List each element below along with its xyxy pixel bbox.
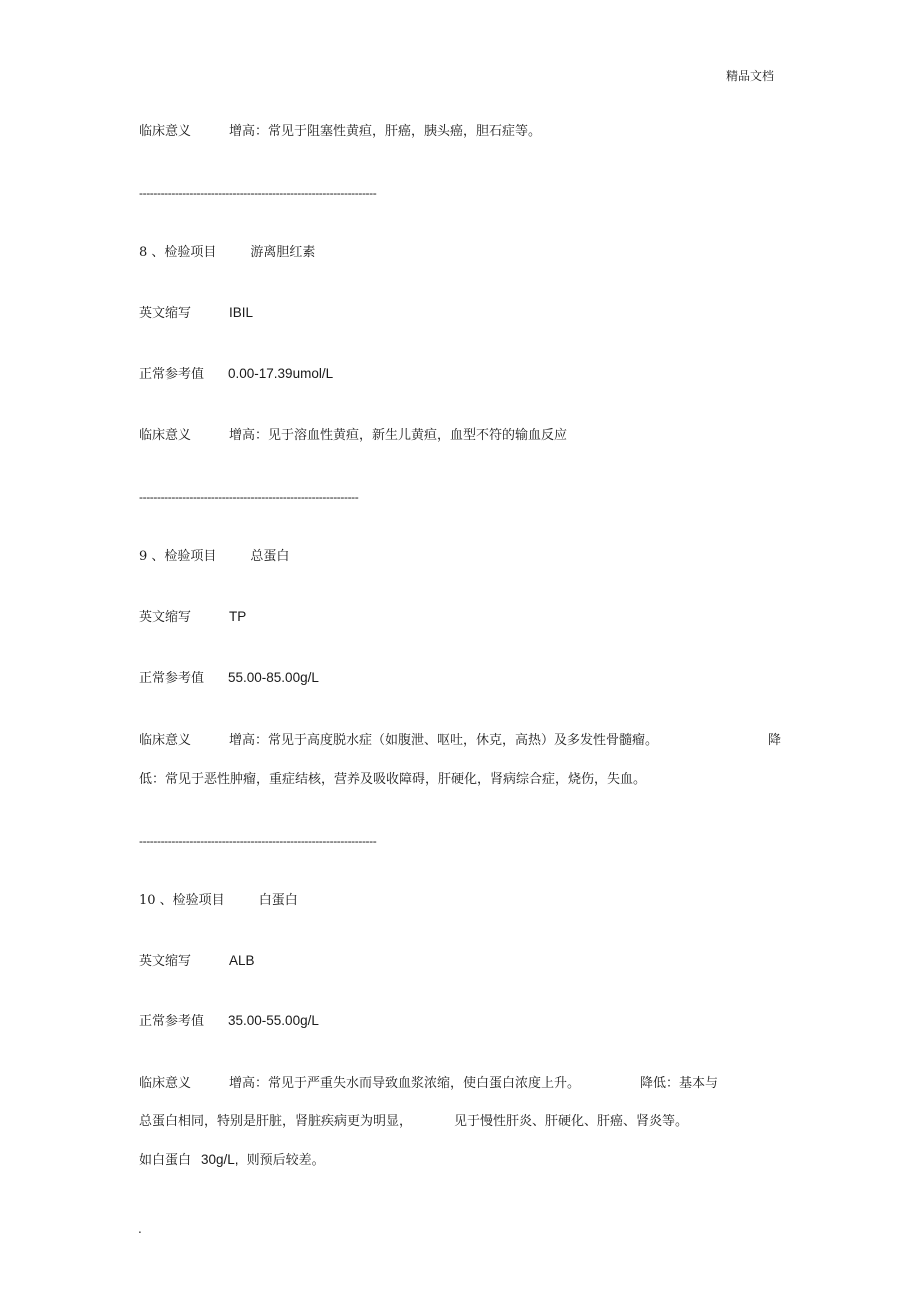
reference-range-row <box>139 1012 319 1031</box>
item-number: 8 、检验项目 <box>139 245 217 260</box>
clinical-significance-row <box>139 123 541 141</box>
reference-range-row <box>139 669 319 688</box>
clinical-significance-row <box>139 1075 718 1093</box>
divider: ------------------------------------------------------------- <box>139 490 359 504</box>
field-value: 如白蛋白 <box>139 1153 192 1168</box>
field-label: 正常参考值 <box>139 671 205 686</box>
abbreviation-row <box>139 952 255 971</box>
field-label: 英文缩写 <box>139 306 192 321</box>
field-label: 正常参考值 <box>139 367 205 382</box>
item-number: 9 、检验项目 <box>139 549 217 564</box>
field-value-number: 30g/L, <box>201 1152 239 1167</box>
field-label: 临床意义 <box>139 124 192 139</box>
field-value: 增高：常见于严重失水而导致血浆浓缩，使白蛋白浓度上升。 <box>229 1076 581 1091</box>
field-value: 则预后较差。 <box>246 1153 325 1168</box>
field-label: 英文缩写 <box>139 610 192 625</box>
item-name: 白蛋白 <box>258 893 298 908</box>
field-value: IBIL <box>229 305 254 320</box>
field-label: 临床意义 <box>139 1076 192 1091</box>
clinical-significance-row <box>139 732 781 750</box>
page-header-label: 精品文档 <box>726 69 775 83</box>
field-value-continued: 降 <box>767 733 781 748</box>
item-heading-10 <box>139 892 298 910</box>
field-value: 55.00-85.00g/L <box>228 670 319 685</box>
clinical-significance-continuation: 低：常见于恶性肿瘤，重症结核，营养及吸收障碍，肝硬化，肾病综合症，烧伤，失血。 <box>139 772 647 787</box>
item-heading-8 <box>139 244 315 262</box>
item-number: 10 、检验项目 <box>139 893 225 908</box>
clinical-significance-continuation <box>139 1113 688 1131</box>
field-value: 0.00-17.39umol/L <box>228 366 334 381</box>
item-name: 游离胆红素 <box>250 245 316 260</box>
field-label: 临床意义 <box>139 428 192 443</box>
field-value: 35.00-55.00g/L <box>228 1013 319 1028</box>
item-heading-9 <box>139 548 289 566</box>
field-value: 增高：常见于高度脱水症（如腹泄、呕吐，休克，高热）及多发性骨髓瘤。 <box>229 733 659 748</box>
footer-mark: . <box>138 1222 142 1236</box>
field-label: 临床意义 <box>139 733 192 748</box>
divider: ------------------------------------------------------------------ <box>139 834 377 848</box>
field-value: 总蛋白相同，特别是肝脏，肾脏疾病更为明显， <box>139 1114 413 1129</box>
clinical-significance-continuation <box>139 1151 325 1170</box>
field-value: 增高：常见于阻塞性黄疸，肝癌，胰头癌，胆石症等。 <box>229 124 542 139</box>
field-value-continued: 见于慢性肝炎、肝硬化、肝癌、肾炎等。 <box>454 1114 689 1129</box>
field-value-continued: 降低：基本与 <box>640 1076 719 1091</box>
field-label: 英文缩写 <box>139 954 192 969</box>
clinical-significance-row <box>139 427 567 445</box>
field-value: ALB <box>229 953 255 968</box>
field-value: TP <box>229 609 247 624</box>
divider: ------------------------------------------------------------------ <box>139 186 377 200</box>
reference-range-row <box>139 365 333 384</box>
item-name: 总蛋白 <box>250 549 290 564</box>
abbreviation-row <box>139 608 246 627</box>
abbreviation-row <box>139 304 253 323</box>
field-label: 正常参考值 <box>139 1014 205 1029</box>
field-value: 增高：见于溶血性黄疸，新生儿黄疸，血型不符的输血反应 <box>229 428 568 443</box>
